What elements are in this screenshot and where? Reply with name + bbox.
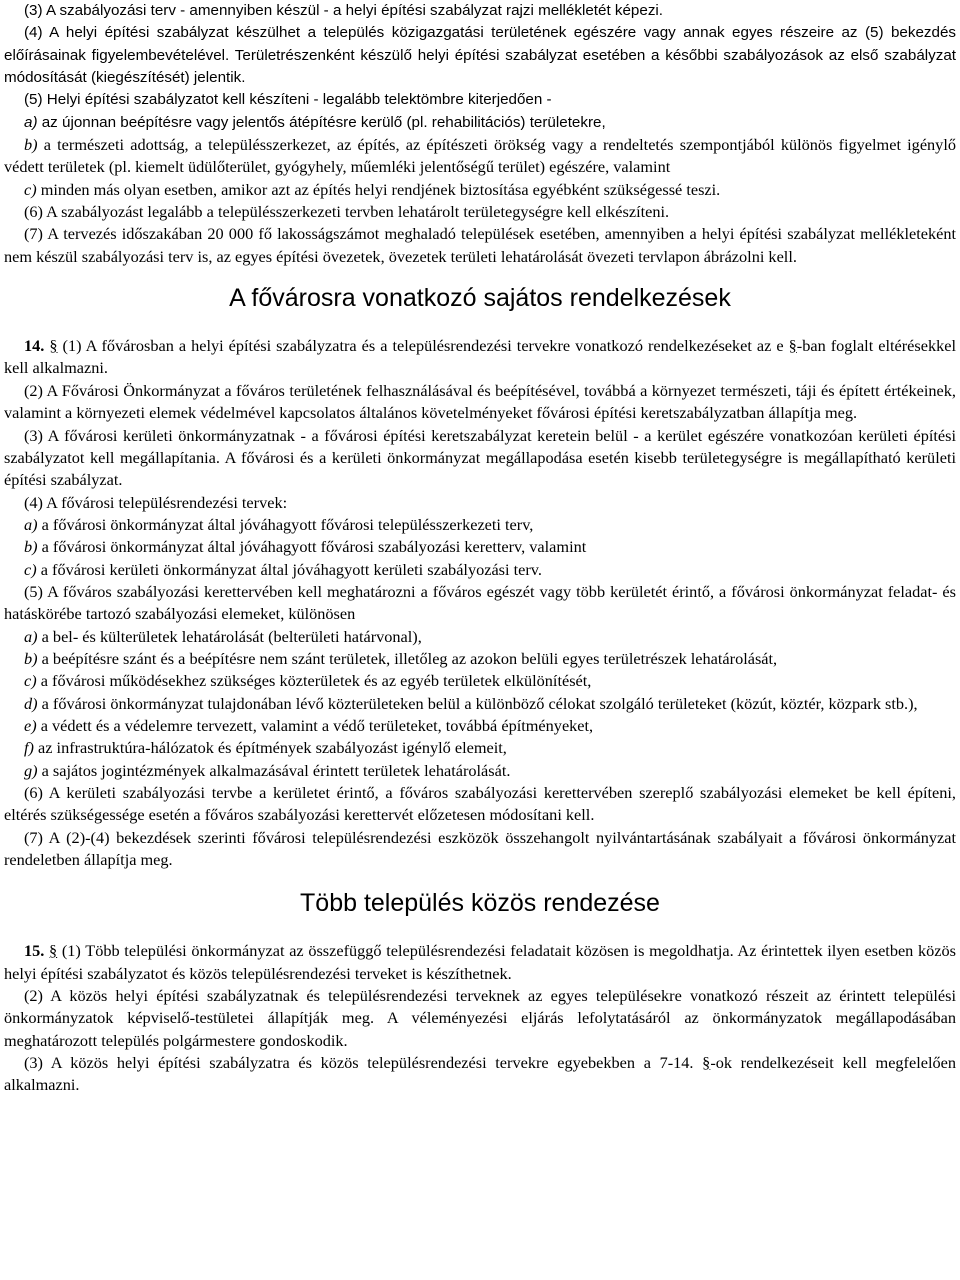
item-text: a sajátos jogintézmények alkalmazásával érintett területek lehatárolását. (37, 760, 511, 780)
item-marker: e) (24, 715, 37, 735)
item-text: a természeti adottság, a településszerkezet, az építés, az építészeti örökség vagy a rendeltetés szempontjából különös figyelmet igénylő védett területek (pl. kiemelt üdülőterület, gyógyhely, műemléki jelentőségű terület) egészére, valamint (4, 135, 956, 177)
paragraph-5a (4, 112, 956, 134)
section-14-paragraph-7: (7) A (2)-(4) bekezdések szerinti fővárosi településrendezési eszközök összehangolt nyilvántartásának szabályait a fővárosi önkormányzat rendeletben állapítja meg. (4, 827, 956, 870)
paragraph-6: (6) A szabályozást legalább a településszerkezeti tervben lehatárolt területegységre kell elkészíteni. (24, 202, 670, 222)
paragraph-text: (3) A közös helyi építési szabályzatra és közös településrendezési tervekre egyebekben a 7-14. (24, 1053, 703, 1073)
paragraph-7: (7) A tervezés időszakában 20 000 fő lakosságszámot meghaladó települések esetében, amennyiben a helyi építési szabályzat mellékleteként nem készül szabályozási terv is, az egyes építési övezetek, övezetek területi lehatárolását övezeti tervlapon ábrázolni kell. (4, 224, 956, 266)
section-14-paragraph-1 (4, 335, 956, 380)
item-marker: g) (24, 760, 38, 780)
item-text: a fővárosi működésekhez szükséges közterületek és az egyéb területek elkülönítését, (36, 671, 592, 691)
item-text: az újonnan beépítésre vagy jelentős átépítésre kerülő (pl. rehabilitációs) területekre, (37, 113, 606, 131)
paragraph-text: -ok rendelkezéseit kell megfelelően alkalmazni. (4, 1053, 956, 1095)
item-text: minden más olyan esetben, amikor azt az építés helyi rendjének biztosítása egyébként szükségessé teszi. (36, 179, 721, 199)
section-14-paragraph-3: (3) A fővárosi kerületi önkormányzatnak - a fővárosi építési keretszabályzat keretein belül - a kerület egészére vonatkozóan kerületi építési szabályzatot kell megállapítania. A fővárosi és a kerületi önkormányzat megállapodása esetén kisebb területegységre is megállapítható kerületi építési szabályzat. (4, 425, 956, 490)
item-marker: b) (24, 648, 38, 668)
section-15-paragraph-2: (2) A közös helyi építési szabályzatnak és településrendezési terveknek az egyes településekre vonatkozó részeit az érintett települési önkormányzatok képviselő-testületei állapítják meg. A véleményezési eljárás lefolytatásáról az önkormányzatok megállapodásában meghatározott település polgármestere gondoskodik. (4, 986, 956, 1050)
section-15-paragraph-1 (4, 940, 956, 985)
section-number: 15. (24, 941, 45, 961)
item-marker: a) (24, 626, 38, 646)
section-title-15: Több település közös rendezése (300, 889, 660, 918)
document-page (4, 0, 956, 1097)
paragraph-5c (4, 179, 956, 201)
section-14-paragraph-6: (6) A kerületi szabályozási tervbe a kerületet érintő, a főváros szabályozási kerettervében szereplő szabályozási elemeket be kell építeni, eltérés szükségessége esetén a főváros szabályozási kerettervét előzetesen módosítani kell. (4, 783, 956, 825)
section-title-14: A fővárosra vonatkozó sajátos rendelkezések (229, 284, 731, 313)
paragraph-text: (1) A fővárosban a helyi építési szabályzatra és a településrendezési tervekre vonatkozó rendelkezéseket az e (57, 336, 789, 356)
section-14-item-5d (4, 693, 956, 715)
section-sign-link[interactable]: § (49, 336, 58, 356)
item-text: a beépítésre szánt és a beépítésre nem szánt területek, illetőleg az azokon belüli egyes területrészek lehatárolását, (37, 648, 778, 668)
section-number: 14. (24, 336, 45, 356)
section-14-paragraph-2: (2) A Fővárosi Önkormányzat a főváros területének felhasználásával és beépítésével, továbbá a környezet természeti, táji és épített értékeinek, valamint a környezeti elemek védelmével kapcsolatos általános követelményeket fővárosi építési keretszabályzatban állapítja meg. (4, 380, 956, 423)
item-marker: f) (24, 738, 34, 758)
item-text: a bel- és külterületek lehatárolását (belterületi határvonal), (37, 626, 422, 646)
paragraph-5b (4, 134, 956, 179)
item-text: a fővárosi önkormányzat által jóváhagyott fővárosi szabályozási keretterv, valamint (37, 537, 587, 557)
section-sign-link[interactable]: § (702, 1053, 711, 1073)
item-marker: c) (24, 179, 37, 199)
section-15-paragraph-3 (4, 1052, 956, 1097)
paragraph-5: (5) Helyi építési szabályzatot kell készíteni - legalább telektömbre kiterjedően - (24, 91, 552, 109)
item-text: a fővárosi önkormányzat tulajdonában lévő közterületeken belül a különböző célokat szolgáló területeket (közút, köztér, közpark stb.), (37, 693, 918, 713)
item-marker: c) (24, 671, 37, 691)
section-14-item-4c (4, 559, 956, 581)
section-14-item-5f (4, 737, 956, 759)
section-14-paragraph-5: (5) A főváros szabályozási kerettervében kell meghatározni a főváros egészét vagy több kerületét érintő, a fővárosi önkormányzat feladat- és hatáskörébe tartozó szabályozási elemeket, különösen (4, 581, 956, 624)
item-marker: a) (24, 113, 38, 131)
item-text: a fővárosi kerületi önkormányzat által jóváhagyott kerületi szabályozási terv. (36, 559, 542, 579)
item-marker: a) (24, 514, 38, 534)
section-14-paragraph-4: (4) A fővárosi településrendezési tervek: (24, 492, 288, 512)
item-marker: b) (24, 537, 38, 557)
item-text: az infrastruktúra-hálózatok és építmények szabályozást igénylő elemeit, (33, 738, 507, 758)
section-14-item-5a (4, 626, 956, 648)
section-sign-link[interactable]: § (49, 941, 58, 961)
item-text: a védett és a védelemre tervezett, valamint a védő területeket, továbbá építményeket, (36, 715, 594, 735)
item-marker: c) (24, 559, 37, 579)
paragraph-4: (4) A helyi építési szabályzat készülhet a település közigazgatási területének egészére vagy annak egyes részeire az (5) bekezdés előírásainak figyelembevételével. Területrészenként készülő helyi építési szabályzat esetében a későbbi szabályozások az első szabályzat módosítását (kiegészítését) jelentik. (4, 24, 956, 87)
item-text: a fővárosi önkormányzat által jóváhagyott fővárosi településszerkezeti terv, (37, 514, 534, 534)
item-marker: d) (24, 693, 38, 713)
paragraph-3: (3) A szabályozási terv - amennyiben készül - a helyi építési szabályzat rajzi mellékletét képezi. (24, 2, 664, 19)
section-14-item-4b (4, 536, 956, 558)
paragraph-text: (1) Több települési önkormányzat az összefüggő településrendezési feladatait közösen is megoldhatja. Az érintettek ilyen esetben közös helyi építési szabályzatot és közös településrendezési terveket is készíthetnek. (4, 941, 956, 983)
section-14-item-5e (4, 715, 956, 737)
section-14-item-5g (4, 760, 956, 782)
section-14-item-5b (4, 648, 956, 670)
paragraph-text: -ban foglalt eltérésekkel kell alkalmazni. (4, 336, 956, 378)
section-14-item-4a (4, 514, 956, 536)
section-sign-link[interactable]: § (788, 336, 797, 356)
section-14-item-5c (4, 670, 956, 692)
item-marker: b) (24, 135, 38, 155)
